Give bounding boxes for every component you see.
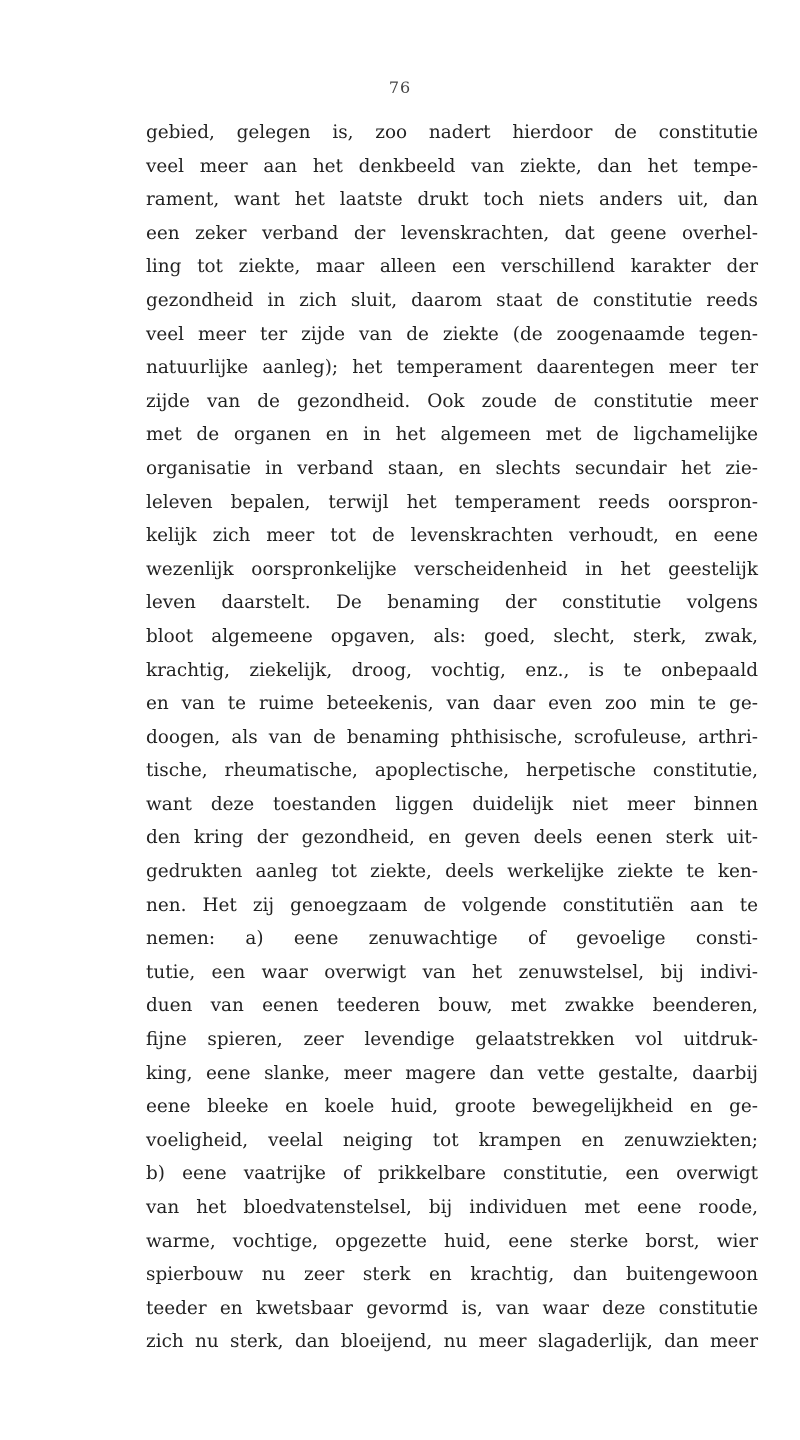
text-line: spierbouw nu zeer sterk en krachtig, dan buitengewoon — [146, 1264, 758, 1286]
text-line: eene bleeke en koele huid, groote bewegelijkheid en ge- — [146, 1096, 758, 1118]
text-line: doogen, als van de benaming phthisische, scrofuleuse, arthri- — [146, 726, 758, 748]
text-line: ling tot ziekte, maar alleen een verschillend karakter der — [146, 256, 758, 278]
text-line: leleven bepalen, terwijl het temperament reeds oorspron- — [146, 491, 758, 513]
text-line: van het bloedvatenstelsel, bij individuen met eene roode, — [146, 1197, 758, 1218]
text-line: zijde van de gezondheid. Ook zoude de constitutie meer — [146, 390, 758, 412]
text-line: rament, want het laatste drukt toch niets anders uit, dan — [146, 189, 758, 211]
text-line: tische, rheumatische, apoplectische, herpetische constitutie, — [146, 760, 758, 782]
text-line: gedrukten aanleg tot ziekte, deels werkelijke ziekte te ken- — [146, 861, 758, 883]
text-line: fijne spieren, zeer levendige gelaatstrekken vol uitdruk- — [146, 1029, 758, 1051]
text-line: b) eene vaatrijke of prikkelbare constitutie, een overwigt — [146, 1163, 758, 1185]
page-number: 76 — [388, 78, 412, 97]
text-line: kelijk zich meer tot de levenskrachten verhoudt, en eene — [146, 525, 758, 547]
text-line: nemen: a) eene zenuwachtige of gevoelige consti- — [146, 928, 758, 950]
text-line: tutie, een waar overwigt van het zenuwstelsel, bij indivi- — [146, 961, 758, 983]
text-line: veel meer ter zijde van de ziekte (de zoogenaamde tegen- — [146, 323, 758, 345]
text-line: nen. Het zij genoegzaam de volgende constitutiën aan te — [146, 894, 758, 916]
text-line: duen van eenen teederen bouw, met zwakke beenderen, — [146, 995, 758, 1017]
text-line: want deze toestanden liggen duidelijk niet meer binnen — [146, 793, 758, 815]
text-line: wezenlijk oorspronkelijke verscheidenheid in het geestelijk — [146, 558, 758, 580]
body-text — [146, 116, 758, 1359]
text-line: gezondheid in zich sluit, daarom staat de constitutie reeds — [146, 289, 758, 311]
text-line: en van te ruime beteekenis, van daar even zoo min te ge- — [146, 693, 758, 715]
text-line: veel meer aan het denkbeeld van ziekte, dan het tempe- — [146, 155, 758, 177]
text-line: met de organen en in het algemeen met de ligchamelijke — [146, 424, 758, 446]
text-line: teeder en kwetsbaar gevormd is, van waar deze constitutie — [146, 1297, 758, 1319]
text-line: krachtig, ziekelijk, droog, vochtig, enz., is te onbepaald — [146, 659, 758, 681]
text-line: king, eene slanke, meer magere dan vette gestalte, daarbij — [146, 1062, 758, 1084]
text-line: een zeker verband der levenskrachten, dat geene overhel- — [146, 222, 758, 244]
text-line: gebied, gelegen is, zoo nadert hierdoor de constitutie — [146, 122, 758, 143]
text-line: warme, vochtige, opgezette huid, eene sterke borst, wier — [146, 1230, 758, 1252]
text-line: zich nu sterk, dan bloeijend, nu meer slagaderlijk, dan meer — [146, 1331, 758, 1353]
text-line: bloot algemeene opgaven, als: goed, slecht, sterk, zwak, — [146, 625, 758, 647]
text-line: natuurlijke aanleg); het temperament daarentegen meer ter — [146, 357, 758, 379]
text-line: leven daarstelt. De benaming der constitutie volgens — [146, 592, 758, 614]
text-line: voeligheid, veelal neiging tot krampen en zenuwziekten; — [146, 1129, 758, 1151]
text-line: den kring der gezondheid, en geven deels eenen sterk uit- — [146, 827, 758, 849]
text-line: organisatie in verband staan, en slechts secundair het zie- — [146, 457, 758, 479]
